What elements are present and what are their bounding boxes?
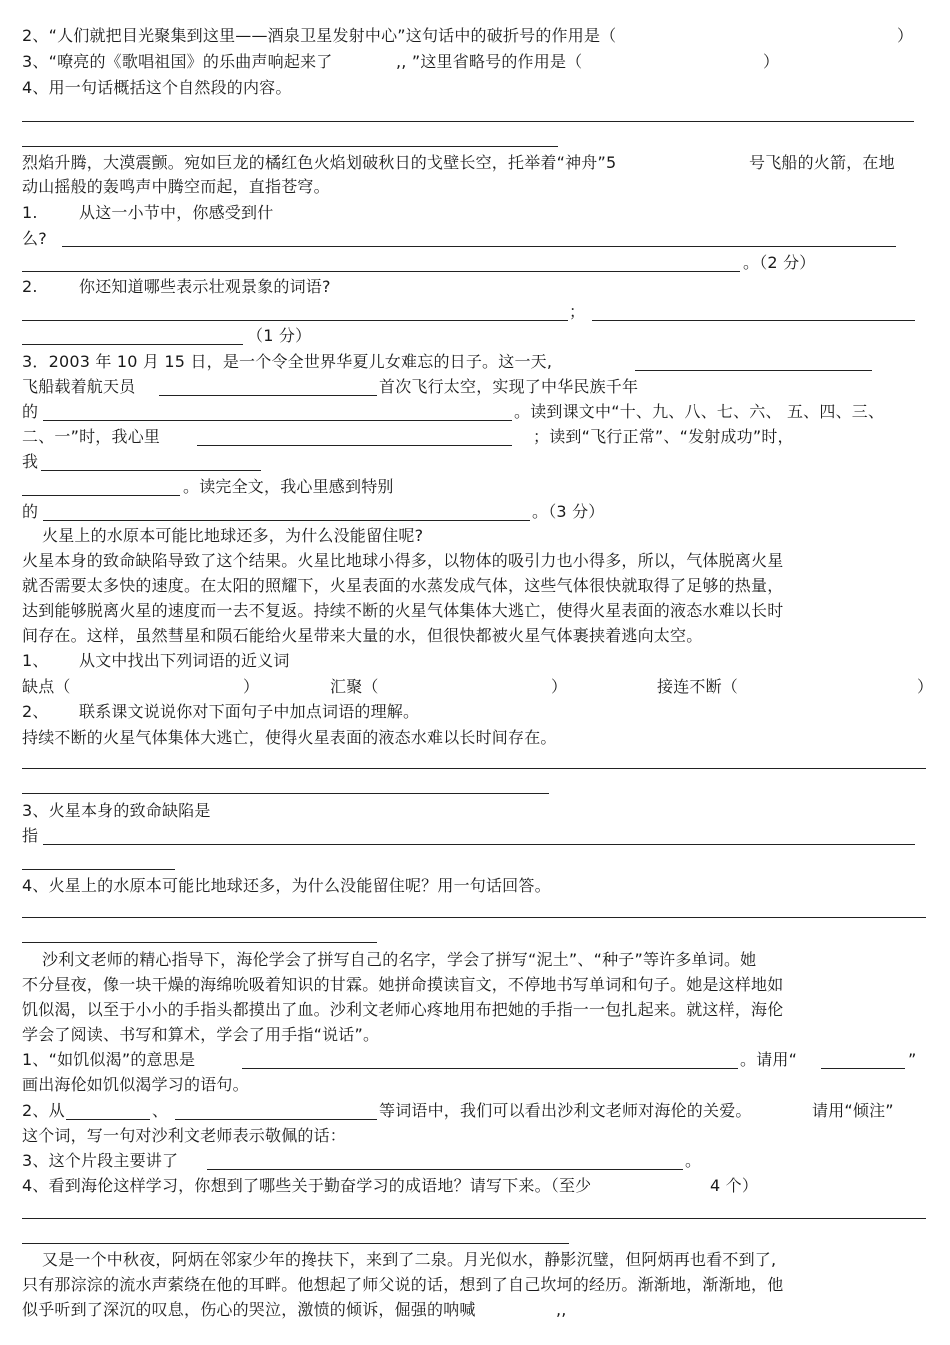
answer-line[interactable]: [43, 844, 915, 845]
passage-5-line-3: 似乎听到了深沉的叹息，伤心的哭泣，激愤的倾诉，倔强的呐喊: [22, 1300, 476, 1319]
s2-question-2-semicolon: ；: [569, 302, 586, 321]
s2-question-3-line-3a: 的: [22, 402, 39, 421]
passage-4-line-3: 饥似渴，以至于小小的手指头都摸出了血。沙利文老师心疼地用布把她的手指一一包扎起来。就这样，海伦: [22, 1000, 784, 1019]
s4-question-2-e: 这个词，写一句对沙利文老师表示敬佩的话：: [22, 1126, 347, 1145]
s4-question-1-d: 画出海伦如饥似渴学习的语句。: [22, 1075, 249, 1094]
answer-line[interactable]: [159, 395, 377, 396]
s2-question-3-line-1: 3．2003 年 10 月 15 日，是一个令全世界华夏儿女难忘的日子。这一天,: [22, 352, 553, 371]
answer-line[interactable]: [22, 271, 740, 272]
s4-question-2-c: 等词语中，我们可以看出沙利文老师对海伦的关爱。: [379, 1101, 752, 1120]
answer-line[interactable]: [22, 917, 926, 918]
answer-line[interactable]: [22, 121, 914, 122]
s3-question-2-text: 联系课文说说你对下面句子中加点词语的理解。: [79, 702, 420, 721]
answer-line[interactable]: [22, 768, 926, 769]
passage-3-title: 火星上的水原本可能比地球还多，为什么没能留住呢?: [42, 526, 424, 545]
answer-line[interactable]: [22, 1243, 569, 1244]
question-2-close-paren: ）: [897, 26, 914, 45]
passage-2-line-2: 动山摇般的轰鸣声中腾空而起，直指苍穹。: [22, 177, 330, 196]
answer-line[interactable]: [592, 320, 915, 321]
s2-question-2-score: （1 分）: [247, 326, 312, 345]
passage-3-line-4: 间存在。这样，虽然彗星和陨石能给火星带来大量的水，但很快都被火星气体裹挟着逃向太空。: [22, 626, 703, 645]
s2-question-1-cont: 么?: [22, 229, 47, 248]
answer-line[interactable]: [635, 370, 872, 371]
question-3-ellipsis-b: ,, ”这里省略号的作用是（: [396, 52, 583, 71]
answer-line[interactable]: [41, 470, 261, 471]
passage-5-line-2: 只有那淙淙的流水声萦绕在他的耳畔。他想起了师父说的话，想到了自己坎坷的经历。渐渐地，渐渐地，他: [22, 1275, 784, 1294]
s4-question-4-a: 4、看到海伦这样学习，你想到了哪些关于勤奋学习的成语地？请写下来。（至少: [22, 1176, 592, 1195]
passage-4-line-4: 学会了阅读、书写和算术，学会了用手指“说话”。: [22, 1025, 380, 1044]
passage-2-line-1b: 号飞船的火箭，在地: [749, 153, 895, 172]
s4-question-4-b: 4 个）: [710, 1176, 759, 1195]
answer-line[interactable]: [207, 1169, 683, 1170]
s3-question-1-number: 1、: [22, 651, 49, 670]
s4-question-1-c: ”: [908, 1050, 917, 1069]
s4-question-1-a: 1、“如饥似渴”的意思是: [22, 1050, 196, 1069]
synonym-item-3: 接连不断（: [657, 677, 739, 696]
s2-question-3-line-4b: ；读到“飞行正常”、“发射成功”时，: [533, 427, 794, 446]
s4-question-2-a: 2、从: [22, 1101, 65, 1120]
s2-question-2-text: 你还知道哪些表示壮观景象的词语?: [79, 277, 331, 296]
s2-question-3-line-2b: 首次飞行太空，实现了中华民族千年: [379, 377, 639, 396]
s4-question-3-b: 。: [685, 1151, 702, 1170]
s3-question-2-sentence: 持续不断的火星气体集体大逃亡，使得火星表面的液态水难以长时间存在。: [22, 728, 557, 747]
answer-line[interactable]: [821, 1068, 905, 1069]
s2-question-1-number: 1.: [22, 203, 38, 222]
answer-line[interactable]: [22, 1218, 926, 1219]
synonym-item-2: 汇聚（: [330, 677, 379, 696]
s4-question-2-d: 请用“倾注”: [812, 1101, 894, 1120]
passage-3-line-1: 火星本身的致命缺陷导致了这个结果。火星比地球小得多，以物体的吸引力也小得多，所以，气体脱离火星: [22, 551, 784, 570]
answer-line[interactable]: [242, 1068, 738, 1069]
s2-question-2-number: 2.: [22, 277, 38, 296]
s3-question-4-text: 4、火星上的水原本可能比地球还多，为什么没能留住呢？用一句话回答。: [22, 876, 551, 895]
synonym-item-1-close: ）: [243, 677, 260, 696]
s2-question-1-text: 从这一小节中，你感受到什: [79, 203, 274, 222]
s2-question-3-line-4a: 二、一”时，我心里: [22, 427, 161, 446]
answer-line[interactable]: [43, 520, 530, 521]
question-3-close-paren: ）: [763, 52, 780, 71]
answer-line[interactable]: [22, 495, 180, 496]
s2-question-3-line-7: 的: [22, 502, 39, 521]
answer-line[interactable]: [43, 420, 512, 421]
s3-question-3-cont: 指: [22, 826, 39, 845]
passage-3-line-2: 就否需要太多快的速度。在太阳的照耀下，火星表面的水蒸发成气体，这些气体很快就取得了足够的热量，: [22, 576, 784, 595]
s4-question-3-a: 3、这个片段主要讲了: [22, 1151, 179, 1170]
answer-line[interactable]: [66, 1119, 150, 1120]
passage-5-line-3-end: ,,: [556, 1300, 567, 1319]
question-2-dash: 2、“人们就把目光聚集到这里——酒泉卫星发射中心”这句话中的破折号的作用是（: [22, 26, 617, 45]
s2-question-3-line-5: 我: [22, 452, 39, 471]
answer-line[interactable]: [197, 445, 512, 446]
passage-2-line-1a: 烈焰升腾，大漠震颤。宛如巨龙的橘红色火焰划破秋日的戈壁长空，托举着“神舟”5: [22, 153, 617, 172]
answer-line[interactable]: [175, 1119, 377, 1120]
synonym-item-3-close: ）: [917, 677, 934, 696]
answer-line[interactable]: [22, 942, 377, 943]
s2-question-3-line-3b: 。读到课文中“十、九、八、七、六、 五、四、三、: [514, 402, 885, 421]
s3-question-1-text: 从文中找出下列词语的近义词: [79, 651, 290, 670]
passage-4-line-1: 沙利文老师的精心指导下，海伦学会了拼写自己的名字，学会了拼写“泥土”、“种子”等许多单词。她: [42, 950, 757, 969]
s2-question-3-score: 。（3 分）: [532, 502, 605, 521]
s3-question-3-text: 3、火星本身的致命缺陷是: [22, 801, 211, 820]
s3-question-2-number: 2、: [22, 702, 49, 721]
s4-question-2-b: 、: [152, 1101, 169, 1120]
s2-question-3-line-2a: 飞船载着航天员: [22, 377, 136, 396]
answer-line[interactable]: [22, 344, 243, 345]
synonym-item-1: 缺点（: [22, 677, 71, 696]
synonym-item-2-close: ）: [551, 677, 568, 696]
s2-question-3-line-6: 。读完全文，我心里感到特别: [183, 477, 394, 496]
answer-line[interactable]: [22, 793, 549, 794]
s2-question-1-score: 。（2 分）: [743, 253, 816, 272]
question-3-ellipsis-a: 3、“嘹亮的《歌唱祖国》的乐曲声响起来了: [22, 52, 333, 71]
answer-line[interactable]: [22, 146, 558, 147]
passage-4-line-2: 不分昼夜，像一块干燥的海绵吮吸着知识的甘霖。她拼命摸读盲文，不停地书写单词和句子。她是这样地如: [22, 975, 784, 994]
question-4-summary: 4、用一句话概括这个自然段的内容。: [22, 78, 292, 97]
passage-3-line-3: 达到能够脱离火星的速度而一去不复返。持续不断的火星气体集体大逃亡，使得火星表面的液态水难以长时: [22, 601, 784, 620]
answer-line[interactable]: [22, 320, 568, 321]
answer-line[interactable]: [22, 869, 175, 870]
passage-5-line-1: 又是一个中秋夜，阿炳在邻家少年的搀扶下，来到了二泉。月光似水，静影沉璧，但阿炳再也看不到了,: [42, 1250, 777, 1269]
s4-question-1-b: 。请用“: [740, 1050, 798, 1069]
answer-line[interactable]: [62, 246, 896, 247]
